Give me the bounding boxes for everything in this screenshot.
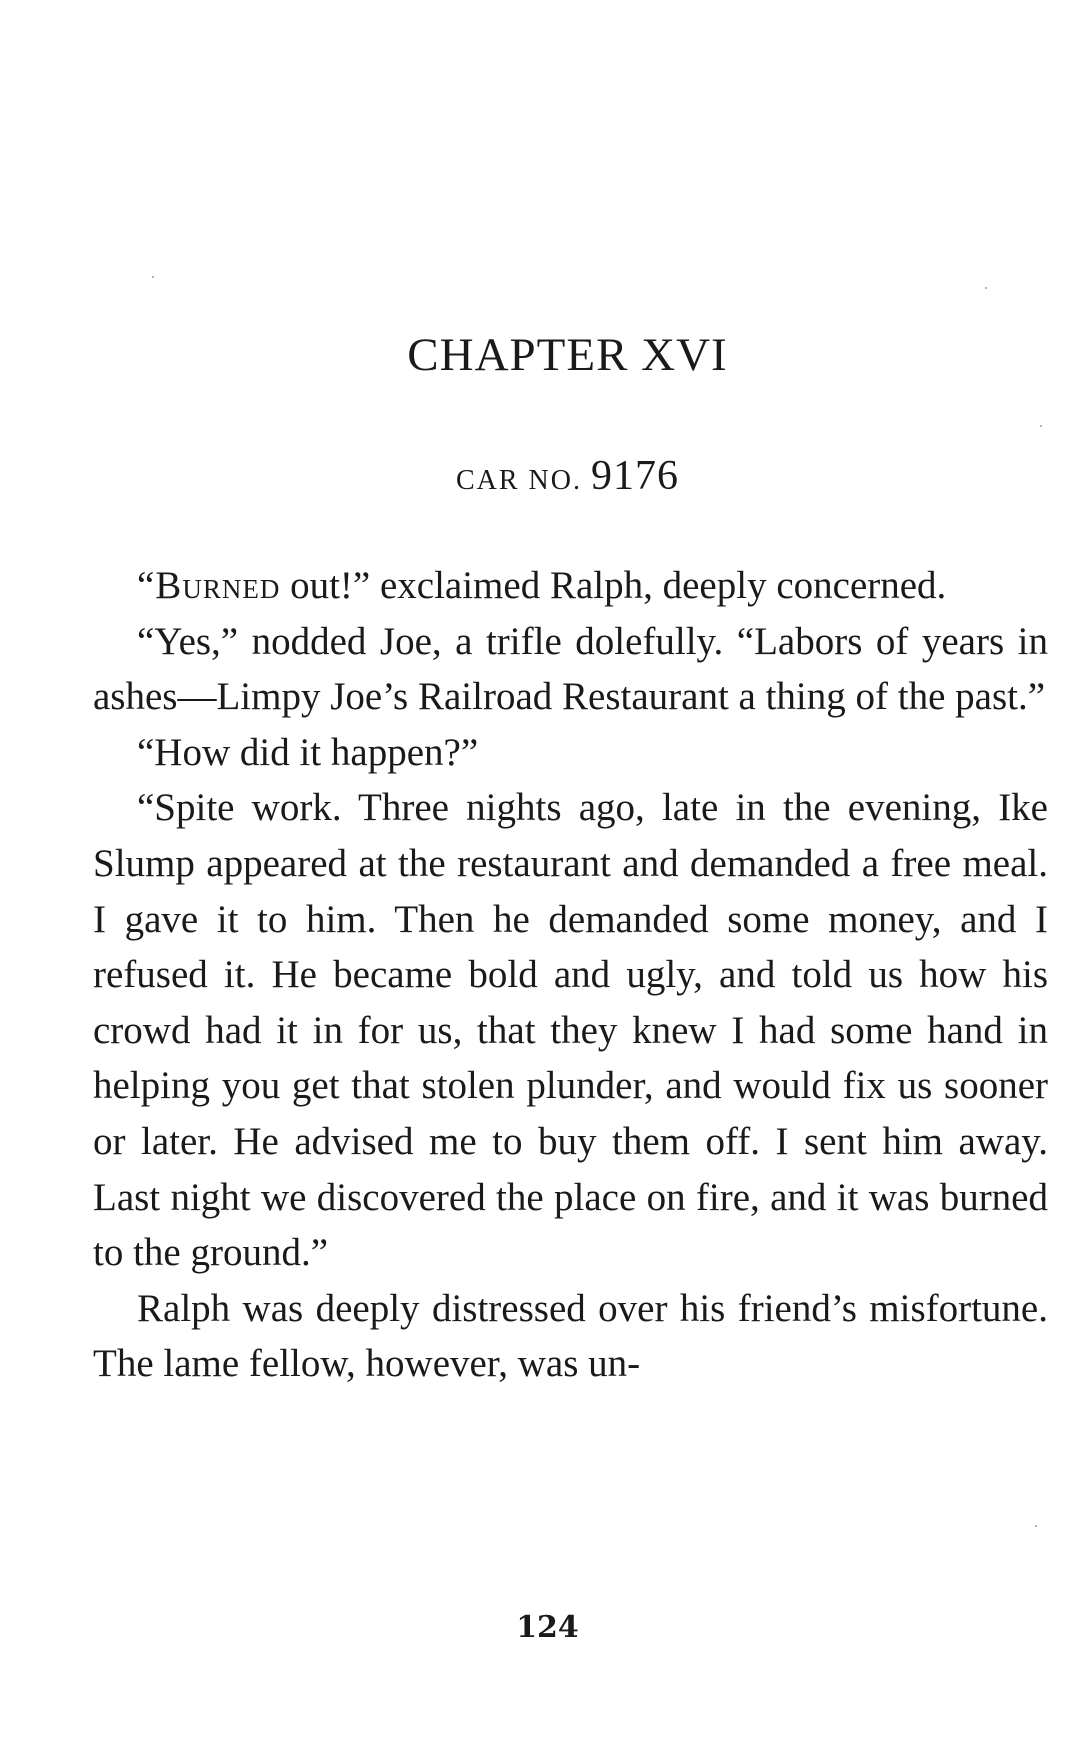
paragraph [93, 558, 1048, 614]
paragraph-lead: “Burned [137, 564, 281, 607]
paragraph: “Yes,” nodded Joe, a trifle dolefully. “Labors of years in ashes—Limpy Joe’s Railroad Restaurant a thing of the past.” [93, 619, 1048, 719]
paper-speck [152, 276, 154, 278]
paragraph-text: out!” exclaimed Ralph, deeply concerned. [280, 564, 947, 607]
body-text [93, 558, 1048, 1392]
paper-speck [1035, 1525, 1037, 1527]
paragraph: “How did it happen?” [137, 730, 479, 774]
chapter-title [0, 452, 1085, 500]
paragraph: Ralph was deeply distressed over his friend’s misfortune. The lame fellow, however, was un- [93, 1286, 1048, 1386]
paragraph: “Spite work. Three nights ago, late in the evening, Ike Slump appeared at the restaurant and demanded a free meal. I gave it to him. Then he demanded some money, and I refused it. He became bold and ugly, and told us how his crowd had it in for us, that they knew I had some hand in helping you get that stolen plunder, and would fix us sooner or later. He advised me to buy them off. I sent him away. Last night we discovered the place on fire, and it was burned to the ground.” [93, 786, 1048, 1275]
paper-speck [1040, 425, 1042, 427]
chapter-title-words: CAR NO. [455, 465, 582, 496]
chapter-heading: CHAPTER XVI [407, 329, 728, 381]
paper-speck [985, 287, 987, 289]
chapter-title-number: 9176 [591, 453, 679, 499]
page-number: 124 [516, 1610, 579, 1645]
